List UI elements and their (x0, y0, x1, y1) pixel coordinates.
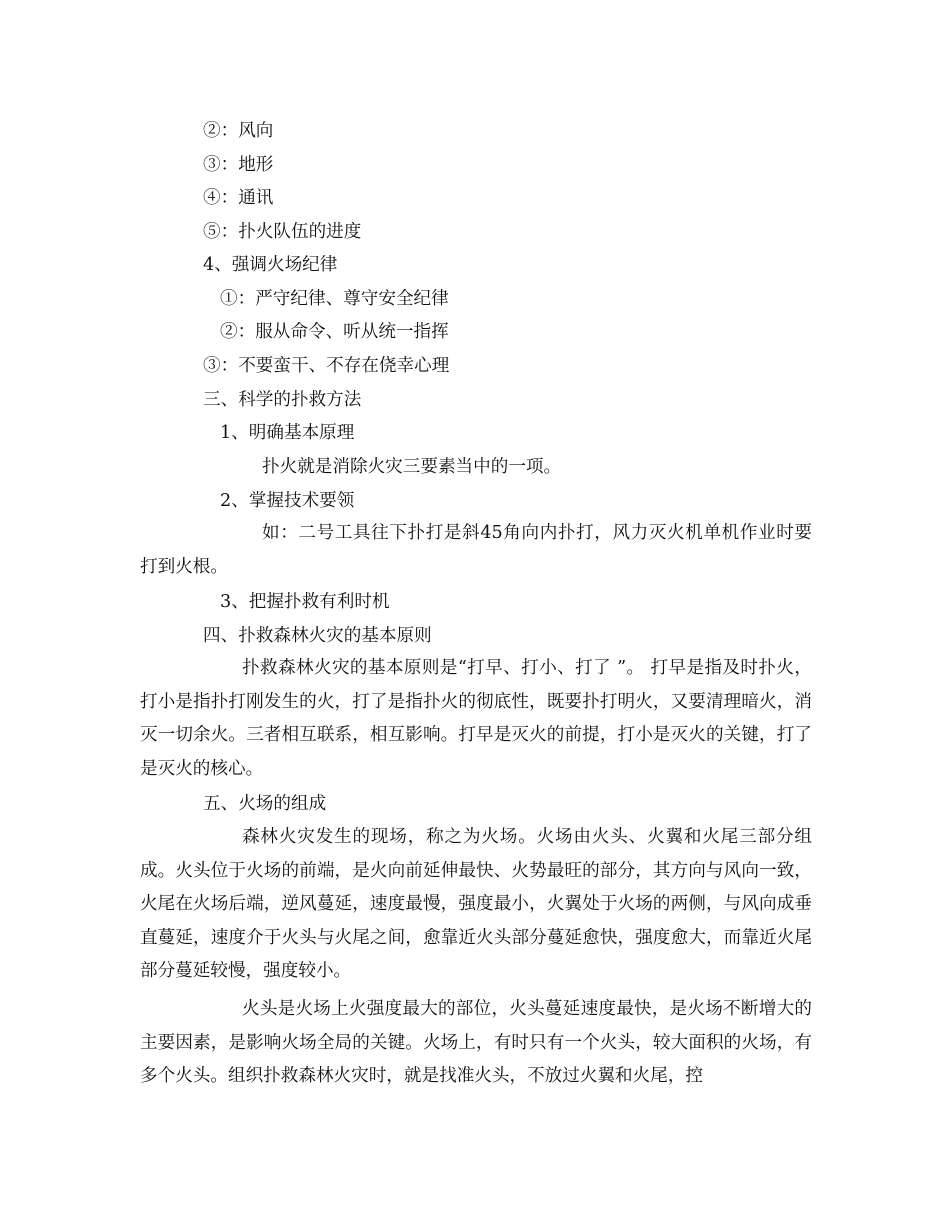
list-item-discipline-3: ③：不要蛮干、不存在侥幸心理 (203, 356, 450, 376)
list-item-terrain: ③：地形 (203, 155, 274, 175)
list-item-discipline-2: ②：服从命令、听从统一指挥 (220, 322, 449, 342)
list-item-wind-direction: ②：风向 (203, 121, 274, 141)
list-item-team-progress: ⑤：扑火队伍的进度 (203, 222, 362, 242)
heading-fire-discipline: 4、强调火场纪律 (203, 255, 338, 275)
heading-basic-principle: 1、明确基本原理 (220, 423, 355, 443)
heading-basic-principles: 四、扑救森林火灾的基本原则 (203, 626, 432, 646)
text-basic-principle: 扑火就是消除火灾三要素当中的一项。 (262, 457, 562, 477)
list-item-discipline-1: ①：严守纪律、尊守安全纪律 (220, 289, 449, 309)
list-item-communication: ④：通讯 (203, 188, 274, 208)
paragraph-composition: 森林火灾发生的现场，称之为火场。火场由火头、火翼和火尾三部分组成。火头位于火场的前端，是火向前延伸最快、火势最旺的部分，其方向与风向一致，火尾在火场后端，逆风蔓延，速度最慢，强度最小，火翼处于火场的两侧，与风向成垂直蔓延，速度介于火头与火尾之间，愈靠近火头部分蔓延愈快，强度愈大，而靠近火尾部分蔓延较慢，强度较小。 (140, 827, 812, 982)
heading-scientific-methods: 三、科学的扑救方法 (203, 390, 362, 410)
heading-technique: 2、掌握技术要领 (220, 491, 355, 511)
paragraph-technique: 如：二号工具往下扑打是斜45角向内扑打，风力灭火机单机作业时要打到火根。 (140, 523, 812, 577)
heading-fire-composition: 五、火场的组成 (203, 794, 327, 814)
heading-timing: 3、把握扑救有利时机 (220, 592, 390, 612)
paragraph-principles: 扑救森林火灾的基本原则是“打早、打小、打了 ”。 打早是指及时扑火，打小是指扑打刚发生的火，打了是指扑火的彻底性，既要扑打明火，又要清理暗火，消灭一切余火。三者相互联系，相互影响。打早是灭火的前提，打小是灭火的关键，打了是灭火的核心。 (140, 658, 812, 779)
paragraph-fire-head: 火头是火场上火强度最大的部位，火头蔓延速度最快，是火场不断增大的主要因素，是影响火场全局的关键。火场上，有时只有一个火头，较大面积的火场，有多个火头。组织扑救森林火灾时，就是找准火头，不放过火翼和火尾，控 (140, 999, 812, 1087)
